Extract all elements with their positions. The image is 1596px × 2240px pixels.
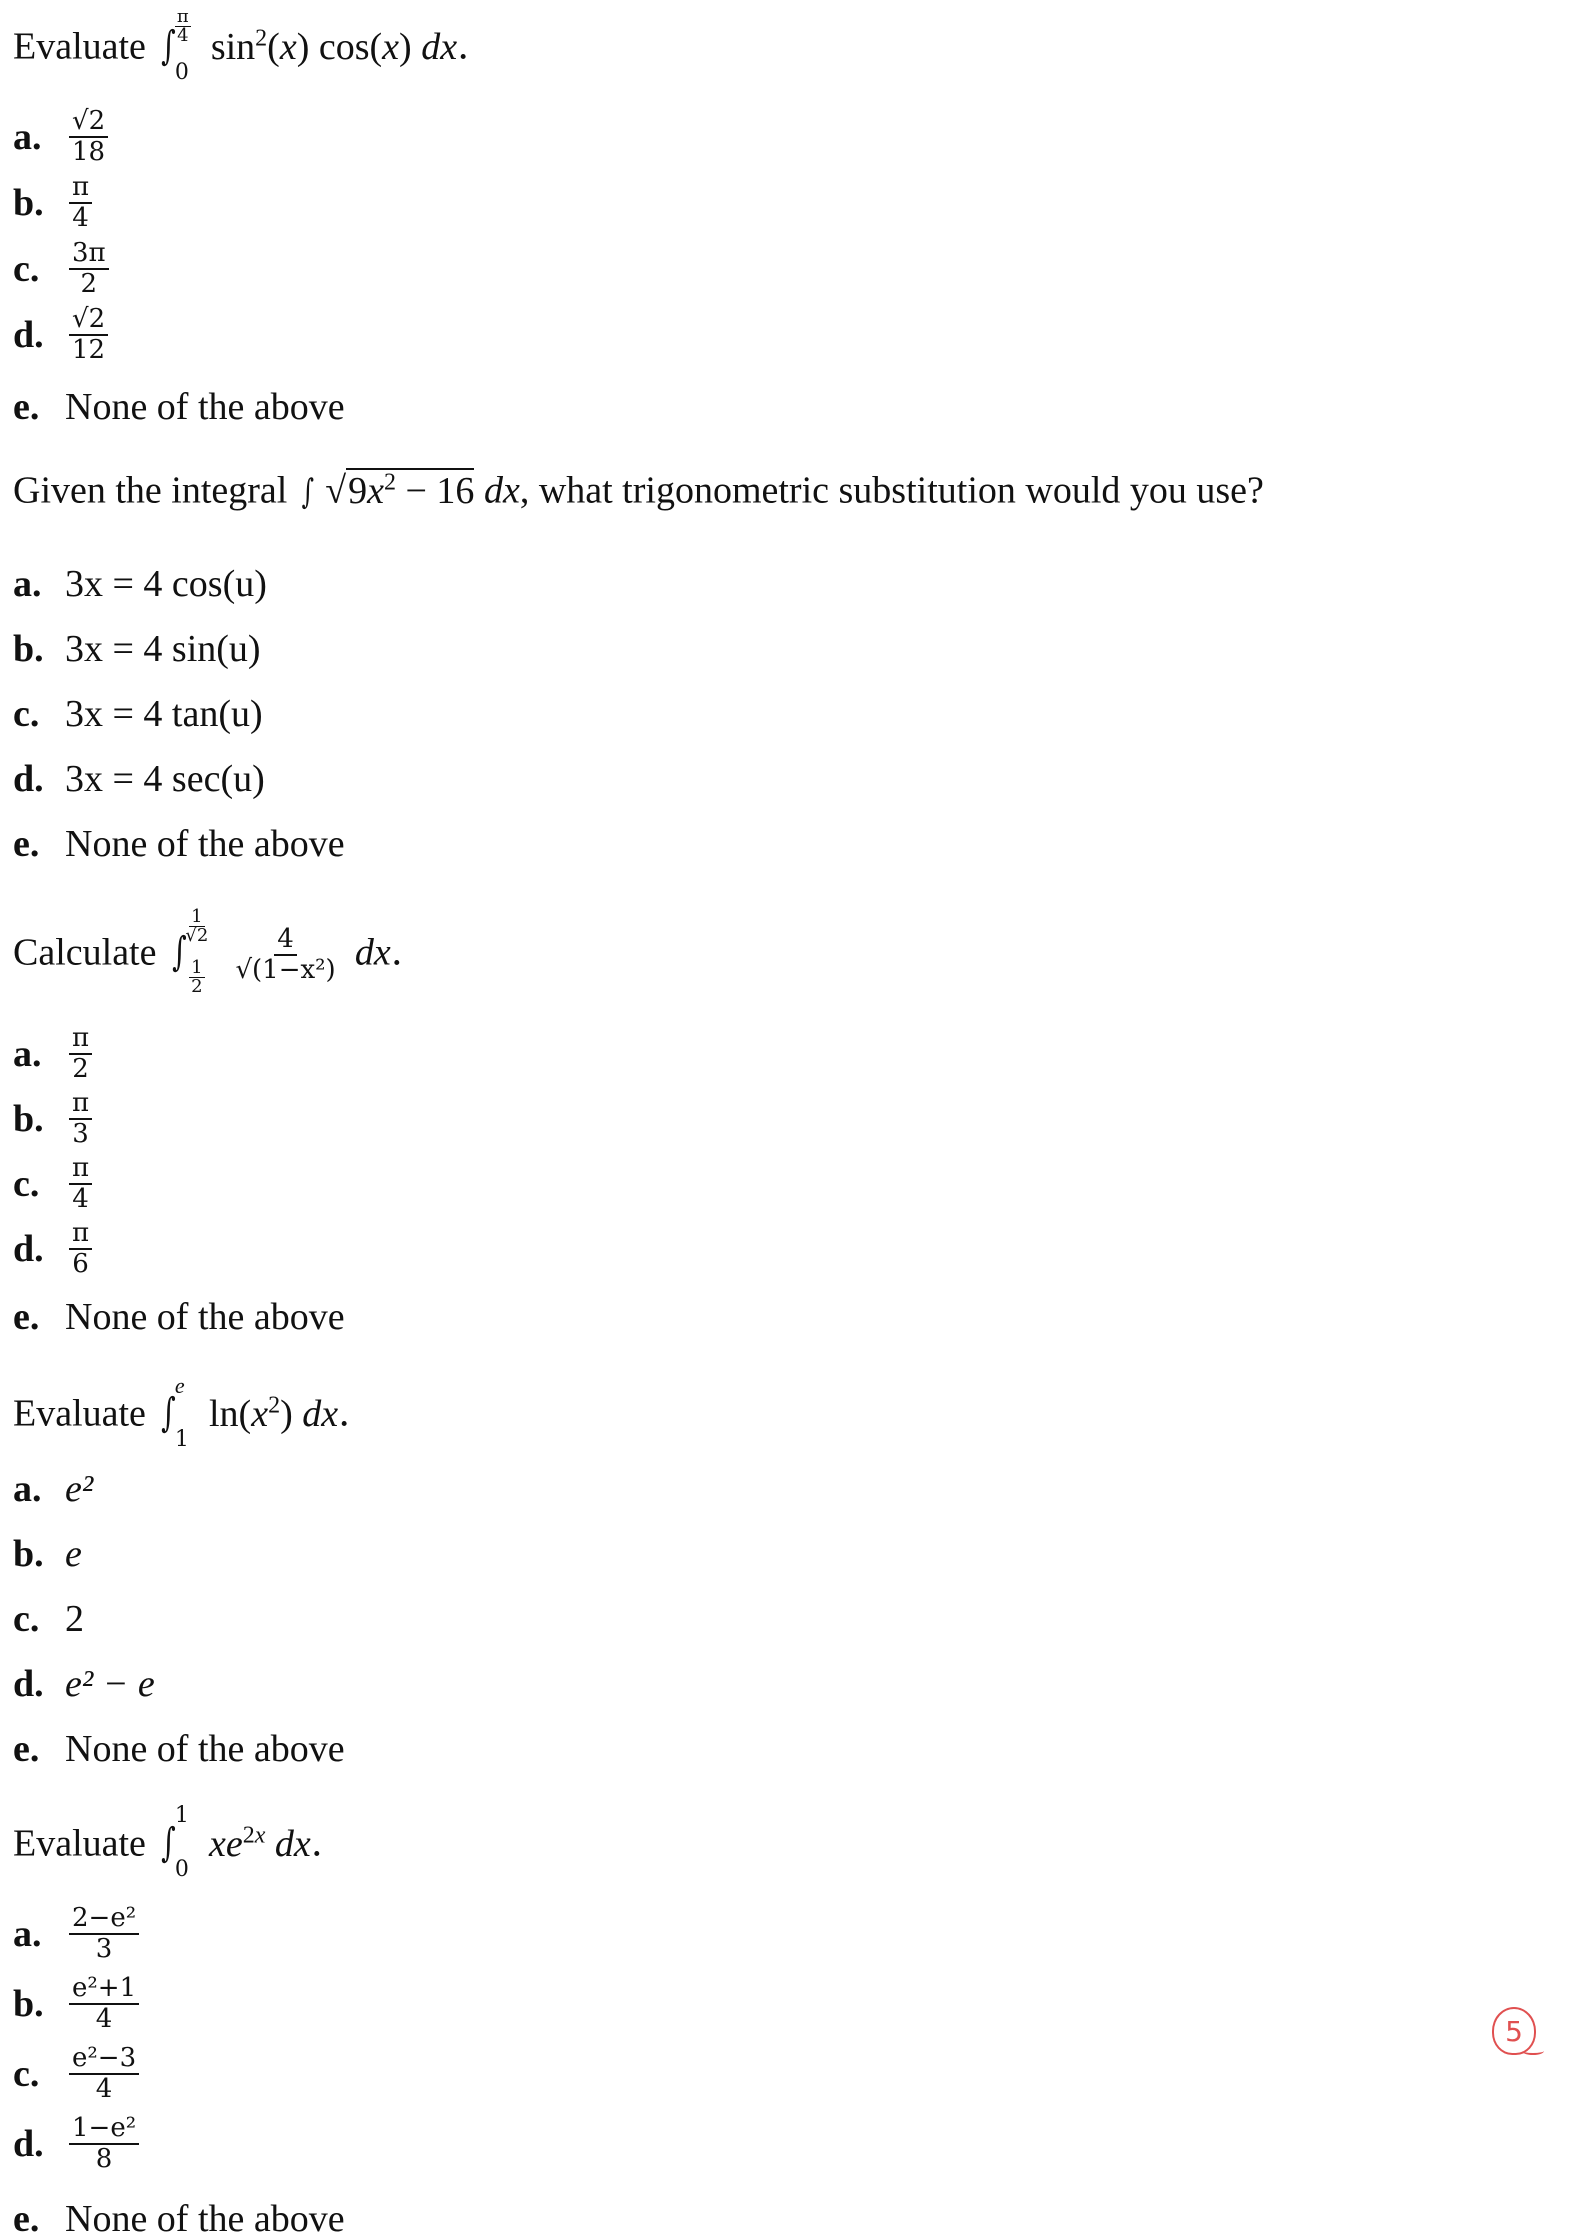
- integral-sign-icon: ∫: [302, 471, 315, 512]
- question-prefix: Evaluate: [13, 1822, 146, 1865]
- option-label: e.: [13, 1296, 40, 1338]
- integral-sign-icon: ∫: [161, 22, 176, 69]
- fraction: $\frac{\pi}{2}$: [69, 1025, 92, 1084]
- fraction: $\frac{\pi}{4}$: [69, 1155, 92, 1214]
- lower-limit: 0: [174, 1857, 189, 1882]
- option-label: e.: [13, 2198, 40, 2240]
- option-4e[interactable]: [13, 1730, 345, 1768]
- integrand: $√9x^2 - 16$ dx: [325, 469, 520, 512]
- option-label: e.: [13, 386, 40, 428]
- question-suffix: .: [310, 1820, 323, 1865]
- option-2e[interactable]: [13, 825, 345, 863]
- option-text: None of the above: [65, 1296, 345, 1338]
- option-label: d.: [13, 314, 44, 357]
- option-4a[interactable]: [13, 1470, 93, 1508]
- integral-limits: [174, 6, 191, 85]
- question-prefix: Given the integral: [13, 469, 288, 512]
- question-suffix: .: [390, 929, 403, 974]
- option-2b[interactable]: [13, 630, 261, 668]
- lower-limit: $\frac{1}{2}$: [191, 957, 203, 997]
- option-label: d.: [13, 758, 44, 800]
- option-3a[interactable]: [13, 1025, 96, 1084]
- lower-limit: 0: [174, 60, 189, 85]
- differential: dx: [354, 931, 391, 974]
- fraction: $\frac{\text{1−e²}}{8}$: [69, 2115, 139, 2174]
- question-prefix: Evaluate: [13, 25, 146, 68]
- option-label: d.: [13, 1663, 44, 1705]
- option-label: b.: [13, 1098, 44, 1141]
- option-text: None of the above: [65, 1728, 345, 1770]
- fraction: $\frac{\pi}{3}$: [69, 1090, 92, 1149]
- option-1a[interactable]: [13, 108, 112, 167]
- option-3e[interactable]: [13, 1298, 345, 1336]
- fraction: $\frac{√2}{12}$: [69, 306, 108, 365]
- option-5e[interactable]: [13, 2200, 345, 2238]
- option-3d[interactable]: [13, 1220, 96, 1279]
- circled-number-annotation: 5: [1492, 2007, 1536, 2055]
- upper-limit: $\frac{\pi}{4}$: [176, 6, 189, 46]
- integral-sign-icon: ∫: [161, 1819, 176, 1866]
- option-label: b.: [13, 628, 44, 670]
- question-3-prompt: [13, 906, 403, 997]
- option-label: e.: [13, 1728, 40, 1770]
- option-text: 3x = 4 cos(u): [65, 563, 267, 605]
- fraction: $\frac{\text{e²−3}}{4}$: [69, 2045, 139, 2104]
- option-label: c.: [13, 248, 40, 291]
- fraction: $\frac{3\pi}{2}$: [69, 240, 109, 299]
- question-prefix: Evaluate: [13, 1392, 146, 1435]
- option-label: e.: [13, 823, 40, 865]
- option-1b[interactable]: [13, 174, 96, 233]
- option-label: d.: [13, 1228, 44, 1271]
- question-suffix: , what trigonometric substitution would you use?: [519, 469, 1264, 512]
- option-text: 3x = 4 sec(u): [65, 758, 265, 800]
- option-text: e²: [65, 1468, 94, 1510]
- option-label: d.: [13, 2123, 44, 2166]
- option-2a[interactable]: [13, 565, 267, 603]
- upper-limit: 1: [174, 1803, 189, 1828]
- option-5a[interactable]: [13, 1905, 143, 1964]
- integrand: $\sin^2(x)$ cos(x) dx: [210, 24, 458, 68]
- option-text: e² − e: [65, 1663, 155, 1705]
- question-5-prompt: [13, 1803, 323, 1882]
- option-text: None of the above: [65, 2198, 345, 2240]
- option-label: c.: [13, 2053, 40, 2096]
- integrand-fraction: $\frac{4}{\text{√(1−x²)}}$: [235, 923, 336, 985]
- fraction: $\frac{\pi}{4}$: [69, 174, 92, 233]
- upper-limit: $\frac{1}{√2}$: [185, 906, 209, 946]
- option-5d[interactable]: [13, 2115, 143, 2174]
- fraction: $\frac{√2}{18}$: [69, 108, 108, 167]
- option-text: 2: [65, 1598, 84, 1640]
- integral-sign-icon: ∫: [161, 1389, 176, 1436]
- option-label: b.: [13, 1983, 44, 2026]
- option-label: a.: [13, 1913, 42, 1956]
- integrand: $\ln(x^2)$ dx: [208, 1391, 339, 1435]
- option-label: a.: [13, 1033, 42, 1076]
- option-label: a.: [13, 1468, 42, 1510]
- option-4d[interactable]: [13, 1665, 155, 1703]
- integral-limits: [174, 1373, 189, 1452]
- fraction: $\frac{\text{2−e²}}{3}$: [69, 1905, 139, 1964]
- question-1-prompt: [13, 6, 470, 85]
- option-1d[interactable]: [13, 306, 112, 365]
- option-5b[interactable]: [13, 1975, 143, 2034]
- integral-limits: [185, 906, 209, 997]
- option-text: None of the above: [65, 386, 345, 428]
- question-suffix: .: [457, 23, 470, 68]
- option-label: c.: [13, 1598, 40, 1640]
- question-suffix: .: [338, 1390, 351, 1435]
- option-text: e: [65, 1533, 82, 1575]
- option-label: b.: [13, 1533, 44, 1575]
- question-4-prompt: [13, 1373, 351, 1452]
- question-2-prompt: [13, 470, 1264, 510]
- option-text: 3x = 4 sin(u): [65, 628, 261, 670]
- option-1e[interactable]: [13, 388, 345, 426]
- option-4c[interactable]: [13, 1600, 84, 1638]
- integrand: $xe^{2x}$ dx: [208, 1821, 311, 1865]
- option-label: a.: [13, 116, 42, 159]
- option-2d[interactable]: [13, 760, 265, 798]
- option-4b[interactable]: [13, 1535, 82, 1573]
- option-label: a.: [13, 563, 42, 605]
- option-label: c.: [13, 1163, 40, 1206]
- fraction: $\frac{\text{e²+1}}{4}$: [69, 1975, 139, 2034]
- option-3b[interactable]: [13, 1090, 96, 1149]
- integral-sign-icon: ∫: [171, 928, 187, 975]
- option-5c[interactable]: [13, 2045, 143, 2104]
- question-prefix: Calculate: [13, 931, 157, 974]
- option-2c[interactable]: [13, 695, 263, 733]
- upper-limit: e: [174, 1373, 185, 1398]
- option-label: c.: [13, 693, 40, 735]
- option-text: 3x = 4 tan(u): [65, 693, 263, 735]
- integral-limits: [174, 1803, 189, 1882]
- option-text: None of the above: [65, 823, 345, 865]
- lower-limit: 1: [174, 1427, 189, 1452]
- option-3c[interactable]: [13, 1155, 96, 1214]
- option-1c[interactable]: [13, 240, 113, 299]
- fraction: $\frac{\pi}{6}$: [69, 1220, 92, 1279]
- option-label: b.: [13, 182, 44, 225]
